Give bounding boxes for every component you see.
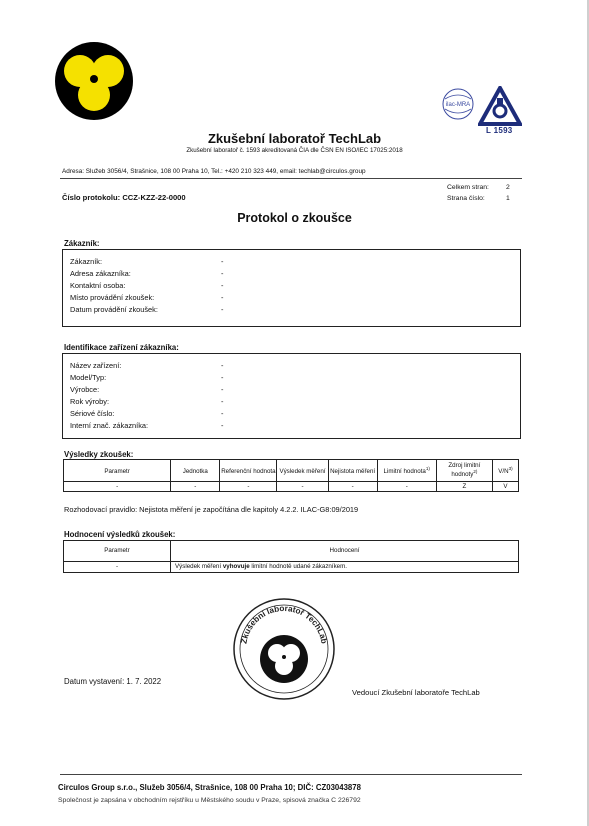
lab-address: Adresa: Služeb 3056/4, Strašnice, 108 00 Praha 10, Tel.: +420 210 323 449, email: techlab@circulos.group xyxy=(62,168,366,175)
customer-row-label: Datum provádění zkoušek: xyxy=(70,305,158,314)
evaluation-table xyxy=(63,540,519,573)
col-header: Parametr xyxy=(64,541,171,562)
result-cell: - xyxy=(328,482,377,492)
cia-logo xyxy=(478,86,522,126)
header-divider xyxy=(60,178,522,179)
customer-row-label: Kontaktní osoba: xyxy=(70,281,126,290)
footer-registry: Společnost je zapsána v obchodním rejstříku u Městského soudu v Praze, spisová značka C 226792 xyxy=(58,797,361,804)
total-pages-value: 2 xyxy=(506,184,510,191)
page-number-label: Strana číslo: xyxy=(447,195,485,202)
device-row-label: Interní znač. zákazníka: xyxy=(70,421,149,430)
results-table xyxy=(63,459,519,492)
customer-heading: Zákazník: xyxy=(64,239,100,248)
col-header: Hodnocení xyxy=(171,541,519,562)
col-header: $V/N^{3)}$ xyxy=(492,460,518,482)
customer-row-label: Zákazník: xyxy=(70,257,103,266)
page-number-value: 1 xyxy=(506,195,510,202)
col-header: Nejistota měření xyxy=(328,460,377,482)
result-cell: - xyxy=(171,482,220,492)
cia-code: L 1593 xyxy=(486,126,513,135)
result-cell: - xyxy=(377,482,436,492)
total-pages-label: Celkem stran: xyxy=(447,184,489,191)
signature-label: Vedoucí Zkušební laboratoře TechLab xyxy=(352,688,480,697)
results-heading: Výsledky zkoušek: xyxy=(64,450,134,459)
footer-divider xyxy=(60,774,522,775)
company-logo xyxy=(55,42,133,120)
device-row-label: Název zařízení: xyxy=(70,361,122,370)
col-header: Výsledek měření xyxy=(277,460,328,482)
col-header: Parametr xyxy=(64,460,171,482)
device-heading: Identifikace zařízení zákazníka: xyxy=(64,343,179,352)
ilac-logo-text: ilac-MRA xyxy=(445,102,471,108)
results-header-row xyxy=(64,460,519,482)
result-cell: - xyxy=(220,482,277,492)
device-row-label: Rok výroby: xyxy=(70,397,110,406)
customer-row-value: - xyxy=(221,257,224,266)
evaluation-result: Výsledek měření vyhovuje limitní hodnotě udané zákazníkem. xyxy=(171,562,519,573)
device-row-value: - xyxy=(221,397,224,406)
customer-box xyxy=(62,249,521,327)
customer-row-value: - xyxy=(221,293,224,302)
lab-stamp xyxy=(232,597,336,701)
stamp-text: Zkušební laboratoř TechLab xyxy=(239,603,329,645)
device-row-value: - xyxy=(221,373,224,382)
device-row-value: - xyxy=(221,385,224,394)
issue-date: Datum vystavení: 1. 7. 2022 xyxy=(64,677,162,686)
result-cell: Z xyxy=(436,482,492,492)
col-header: Jednotka xyxy=(171,460,220,482)
evaluation-heading: Hodnocení výsledků zkoušek: xyxy=(64,530,176,539)
device-row-value: - xyxy=(221,361,224,370)
customer-row-label: Místo provádění zkoušek: xyxy=(70,293,155,302)
result-cell: - xyxy=(277,482,328,492)
protocol-number: Číslo protokolu: CCZ-KZZ-22-0000 xyxy=(62,193,186,202)
col-header: Limitní hodnota$^{1)}$ xyxy=(377,460,436,482)
accreditation-text: Zkušební laboratoř č. 1593 akreditovaná ČIA dle ČSN EN ISO/IEC 17025:2018 xyxy=(186,147,403,154)
customer-row-value: - xyxy=(221,281,224,290)
document-title: Protokol o zkoušce xyxy=(237,211,352,225)
customer-row-value: - xyxy=(221,305,224,314)
col-header: Referenční hodnota xyxy=(220,460,277,482)
col-header: Zdroj limitní hodnoty$^{2)}$ xyxy=(436,460,492,482)
evaluation-header-row xyxy=(64,541,519,562)
footer-company: Circulos Group s.r.o., Služeb 3056/4, Strašnice, 108 00 Praha 10; DIČ: CZ03043878 xyxy=(58,783,361,792)
device-row-label: Model/Typ: xyxy=(70,373,107,382)
device-box xyxy=(62,353,521,439)
ilac-mra-logo xyxy=(441,87,475,121)
evaluation-param: - xyxy=(64,562,171,573)
evaluation-data-row xyxy=(64,562,519,573)
customer-row-value: - xyxy=(221,269,224,278)
customer-row-label: Adresa zákazníka: xyxy=(70,269,131,278)
device-row-value: - xyxy=(221,421,224,430)
results-data-row xyxy=(64,482,519,492)
result-cell: V xyxy=(492,482,518,492)
result-cell: - xyxy=(64,482,171,492)
device-row-label: Výrobce: xyxy=(70,385,100,394)
device-row-label: Sériové číslo: xyxy=(70,409,115,418)
lab-title: Zkušební laboratoř TechLab xyxy=(207,131,382,146)
decision-rule: Rozhodovací pravidlo: Nejistota měření je započítána dle kapitoly 4.2.2. ILAC-G8:09/2019 xyxy=(64,505,359,514)
device-row-value: - xyxy=(221,409,224,418)
